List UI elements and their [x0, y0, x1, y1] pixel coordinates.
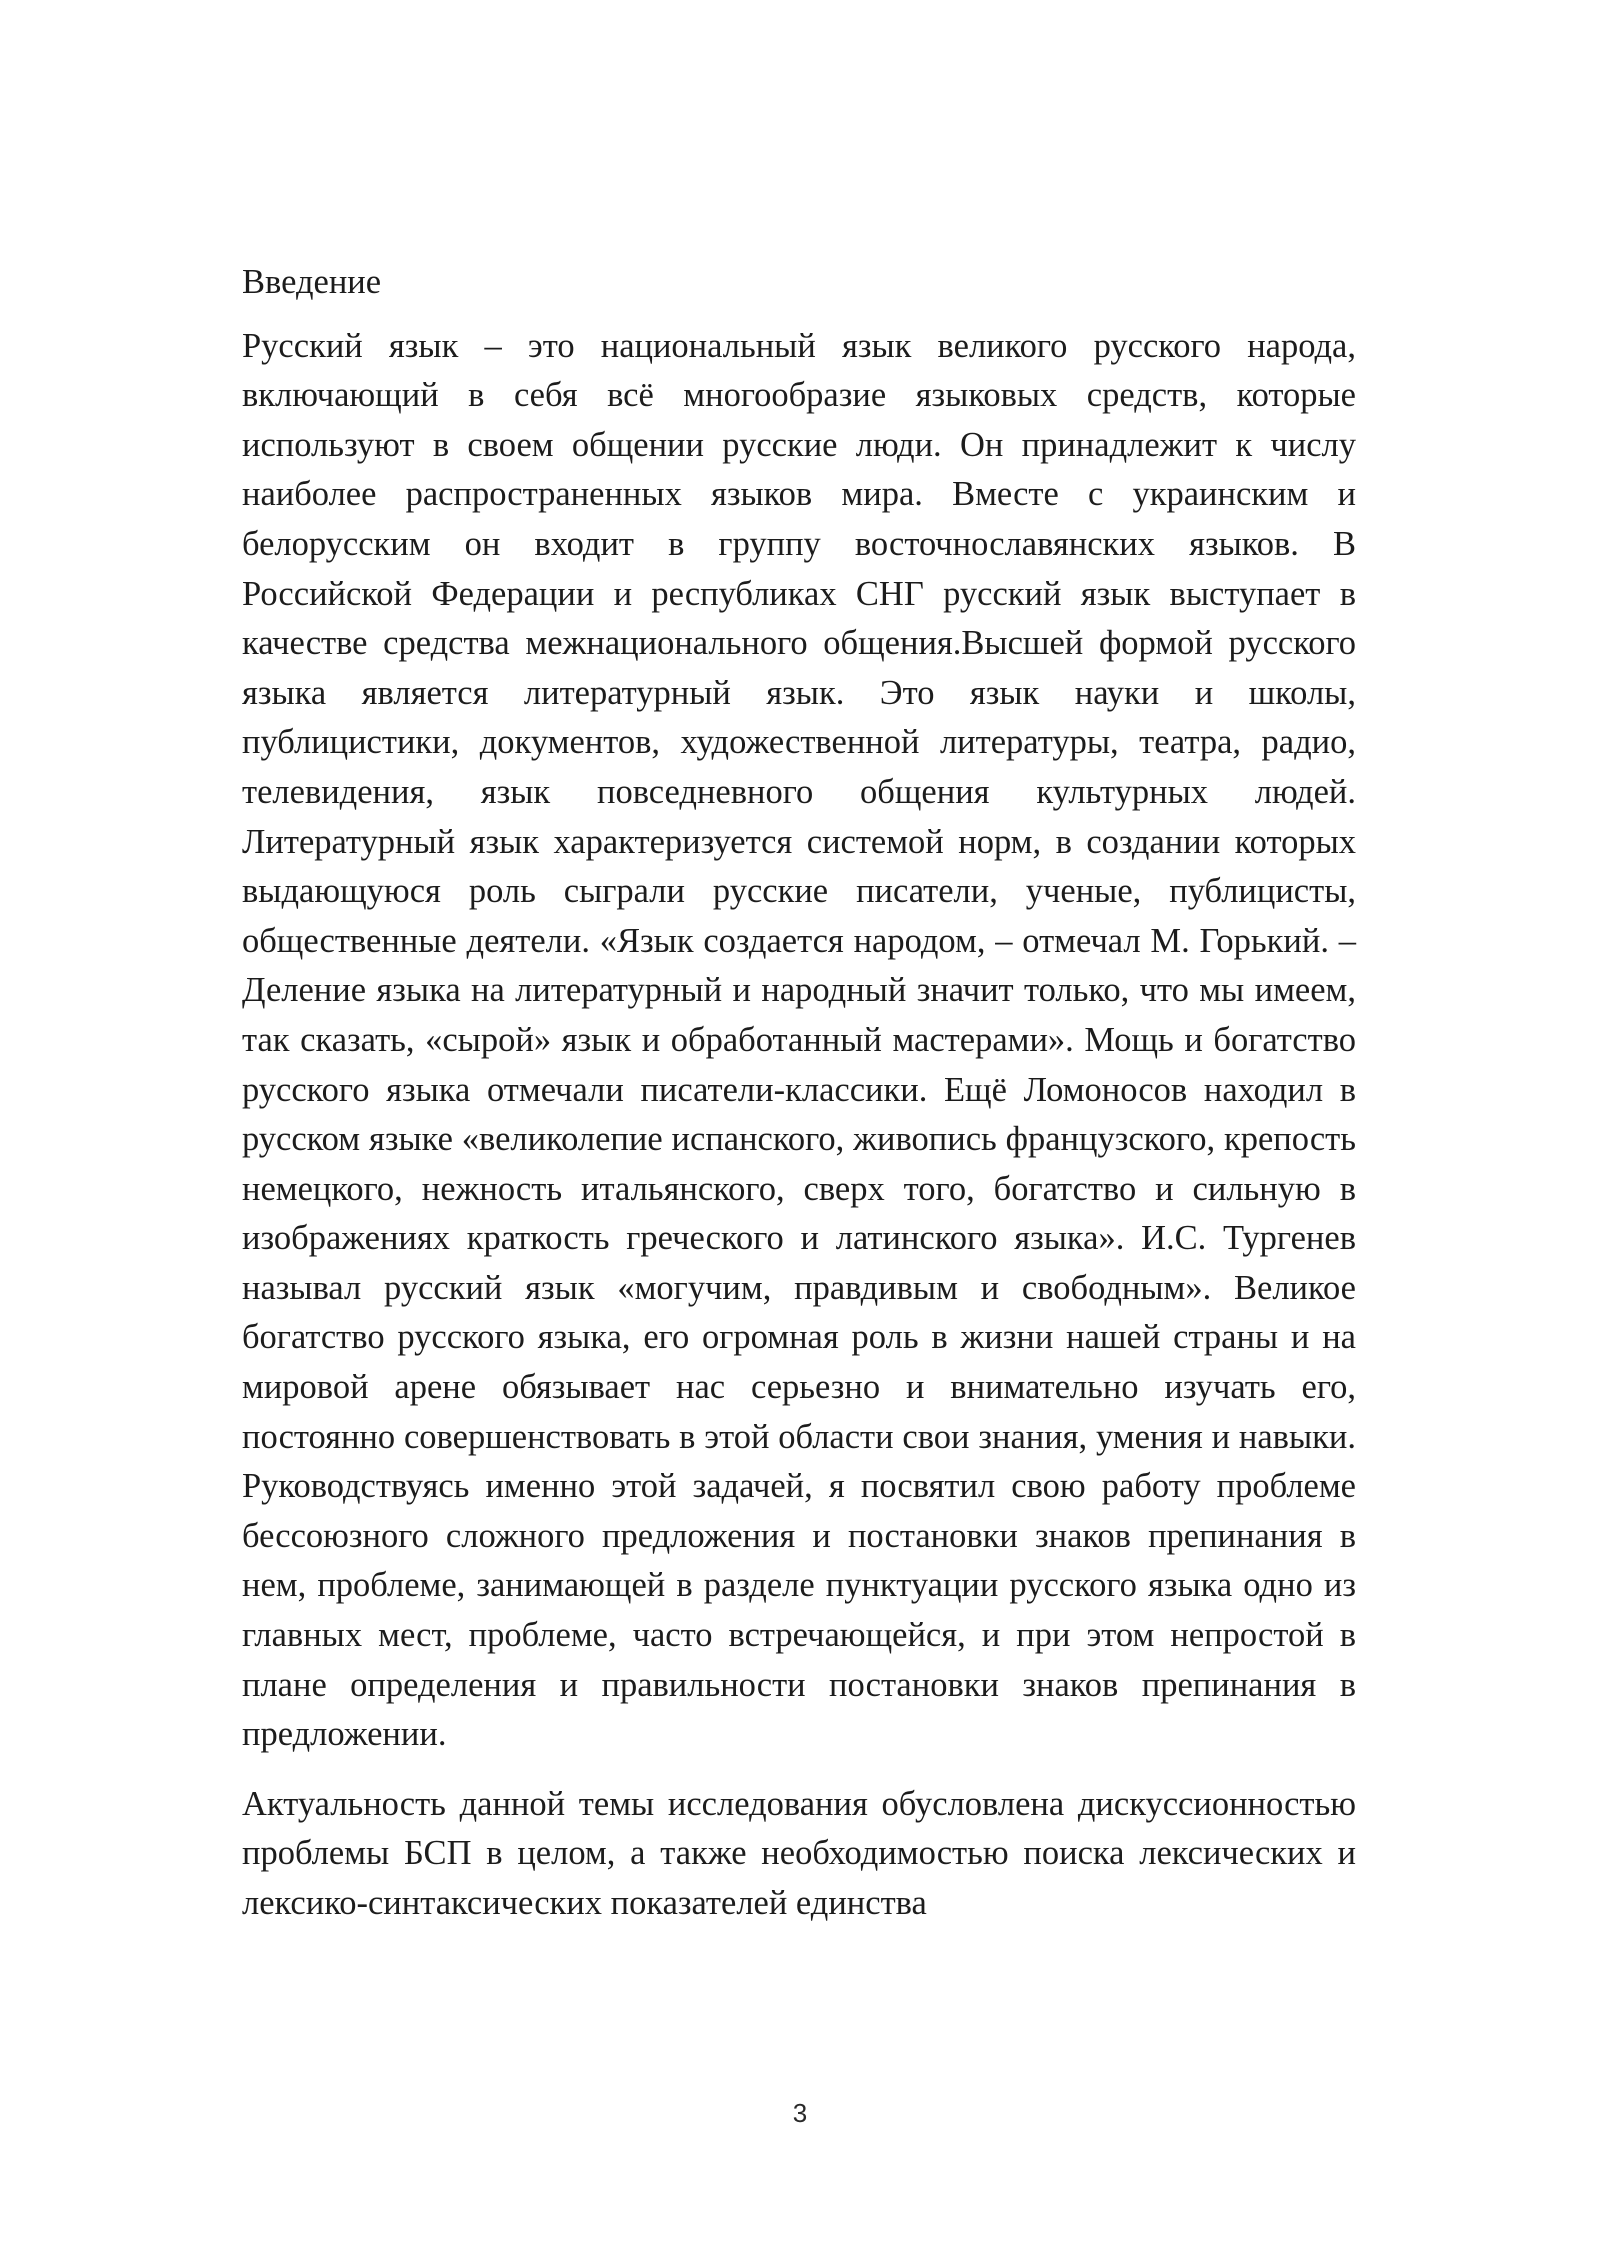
paragraph-relevance: Актуальность данной темы исследования обусловлена дискуссионностью проблемы БСП в целом, а также необходимостью поиска лексических и лексико-синтаксических показателей единства — [242, 1784, 1356, 1922]
page-number: 3 — [792, 2098, 808, 2128]
section-heading: Введение — [242, 263, 382, 301]
page-body — [242, 258, 1356, 1929]
paragraph-introduction: Русский язык – это национальный язык великого русского народа, включающий в себя всё многообразие языковых средств, которые используют в своем общении русские люди. Он принадлежит к числу наиболее распространенных языков мира. Вместе с украинским и белорусским он входит в группу восточнославянских языков. В Российской Федерации и республиках СНГ русский язык выступает в качестве средства межнационального общения.Высшей формой русского языка является литературный язык. Это язык науки и школы, публицистики, документов, художественной литературы, театра, радио, телевидения, язык повседневного общения культурных людей. Литературный язык характеризуется системой норм, в создании которых выдающуюся роль сыграли русские писатели, ученые, публицисты, общественные деятели. «Язык создается народом, – отмечал М. Горький. – Деление языка на литературный и народный значит только, что мы имеем, так сказать, «сырой» язык и обработанный мастерами». Мощь и богатство русского языка отмечали писатели-классики. Ещё Ломоносов находил в русском языке «великолепие испанского, живопись французского, крепость немецкого, нежность итальянского, сверх того, богатство и сильную в изображениях краткость греческого и латинского языка». И.С. Тургенев называл русский язык «могучим, правдивым и свободным». Великое богатство русского языка, его огромная роль в жизни нашей страны и на мировой арене обязывает нас серьезно и внимательно изучать его, постоянно совершенствовать в этой области свои знания, умения и навыки. Руководствуясь именно этой задачей, я посвятил свою работу проблеме бессоюзного сложного предложения и постановки знаков препинания в нем, проблеме, занимающей в разделе пунктуации русского языка одно из главных мест, проблеме, часто встречающейся, и при этом непростой в плане определения и правильности постановки знаков препинания в предложении. — [242, 326, 1356, 1754]
